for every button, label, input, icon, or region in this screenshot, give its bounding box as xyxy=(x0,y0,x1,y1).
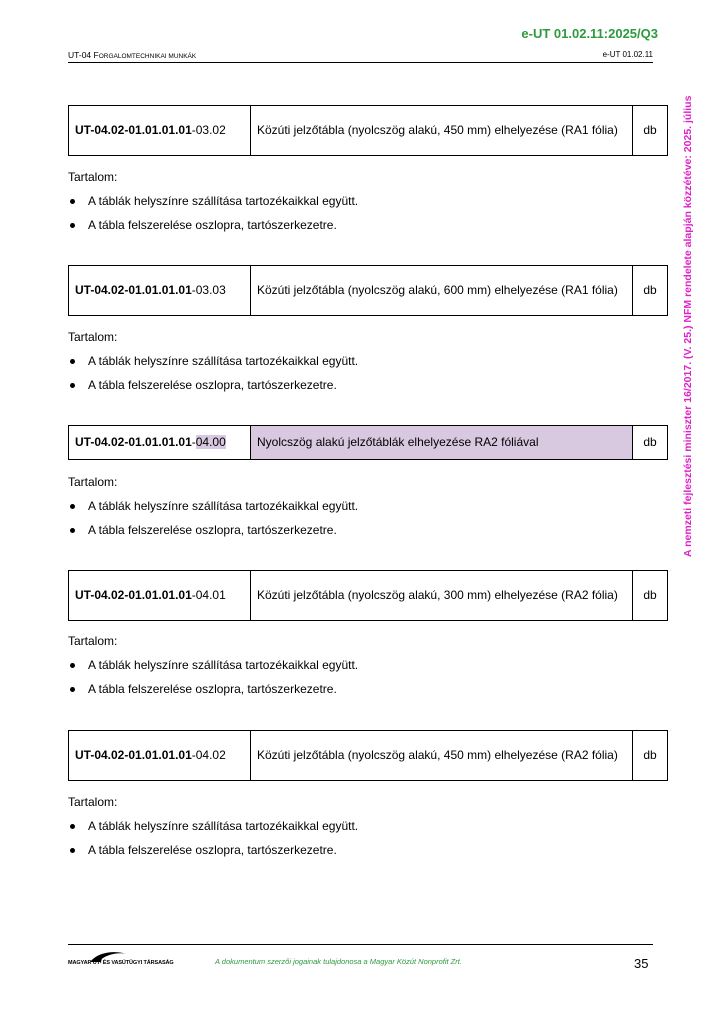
item-description: Közúti jelzőtábla (nyolcszög alakú, 600 mm) elhelyezése (RA1 fólia) xyxy=(251,266,633,316)
item-unit: db xyxy=(633,731,668,781)
list-item: A táblák helyszínre szállítása tartozékaikkal együtt. xyxy=(68,354,358,378)
footer-divider xyxy=(68,944,653,945)
list-item: A tábla felszerelése oszlopra, tartószerkezetre. xyxy=(68,378,358,402)
item-table xyxy=(68,105,668,156)
list-item: A táblák helyszínre szállítása tartozékaikkal együtt. xyxy=(68,194,358,218)
content-list xyxy=(68,819,358,867)
content-label: Tartalom: xyxy=(68,634,118,648)
item-table xyxy=(68,265,668,316)
item-unit: db xyxy=(633,426,668,460)
content-label: Tartalom: xyxy=(68,795,118,809)
content-label: Tartalom: xyxy=(68,170,118,184)
item-code: UT-04.02-01.01.01.01-03.02 xyxy=(69,106,251,156)
item-description: Közúti jelzőtábla (nyolcszög alakú, 450 mm) elhelyezése (RA1 fólia) xyxy=(251,106,633,156)
item-table xyxy=(68,730,668,781)
list-item: A táblák helyszínre szállítása tartozékaikkal együtt. xyxy=(68,658,358,682)
content-list xyxy=(68,194,358,242)
society-name: MAGYAR ÚT- ÉS VASÚTÜGYI TÁRSASÁG xyxy=(68,960,174,966)
header-section-title: UT-04 FORGALOMTECHNIKAI MUNKÁK xyxy=(68,50,197,60)
item-description: Közúti jelzőtábla (nyolcszög alakú, 450 mm) elhelyezése (RA2 fólia) xyxy=(251,731,633,781)
item-description: Nyolcszög alakú jelzőtáblák elhelyezése RA2 fóliával xyxy=(251,426,633,460)
item-code: UT-04.02-01.01.01.01-04.01 xyxy=(69,571,251,621)
copyright-notice: A dokumentum szerzői jogainak tulajdonosa a Magyar Közút Nonprofit Zrt. xyxy=(215,957,462,966)
content-list xyxy=(68,499,358,547)
list-item: A tábla felszerelése oszlopra, tartószerkezetre. xyxy=(68,218,358,242)
list-item: A tábla felszerelése oszlopra, tartószerkezetre. xyxy=(68,523,358,547)
content-label: Tartalom: xyxy=(68,475,118,489)
list-item: A tábla felszerelése oszlopra, tartószerkezetre. xyxy=(68,843,358,867)
list-item: A táblák helyszínre szállítása tartozékaikkal együtt. xyxy=(68,819,358,843)
item-unit: db xyxy=(633,266,668,316)
document-code: e-UT 01.02.11:2025/Q3 xyxy=(521,26,658,41)
item-unit: db xyxy=(633,106,668,156)
content-label: Tartalom: xyxy=(68,330,118,344)
header-doc-ref: e-UT 01.02.11 xyxy=(602,50,653,59)
list-item: A tábla felszerelése oszlopra, tartószerkezetre. xyxy=(68,682,358,706)
page-number: 35 xyxy=(634,956,649,971)
item-code: UT-04.02-01.01.01.01-03.03 xyxy=(69,266,251,316)
item-code: UT-04.02-01.01.01.01-04.02 xyxy=(69,731,251,781)
publication-notice: A nemzeti fejlesztési miniszter 16/2017. (V. 25.) NFM rendelete alapján közzétéve: 2025. július xyxy=(682,96,694,558)
item-description: Közúti jelzőtábla (nyolcszög alakú, 300 mm) elhelyezése (RA2 fólia) xyxy=(251,571,633,621)
item-unit: db xyxy=(633,571,668,621)
running-header xyxy=(68,50,653,63)
content-list xyxy=(68,354,358,402)
item-table-highlighted xyxy=(68,425,668,460)
content-list xyxy=(68,658,358,706)
item-table xyxy=(68,570,668,621)
item-code: UT-04.02-01.01.01.01-04.00 xyxy=(69,426,251,460)
list-item: A táblák helyszínre szállítása tartozékaikkal együtt. xyxy=(68,499,358,523)
